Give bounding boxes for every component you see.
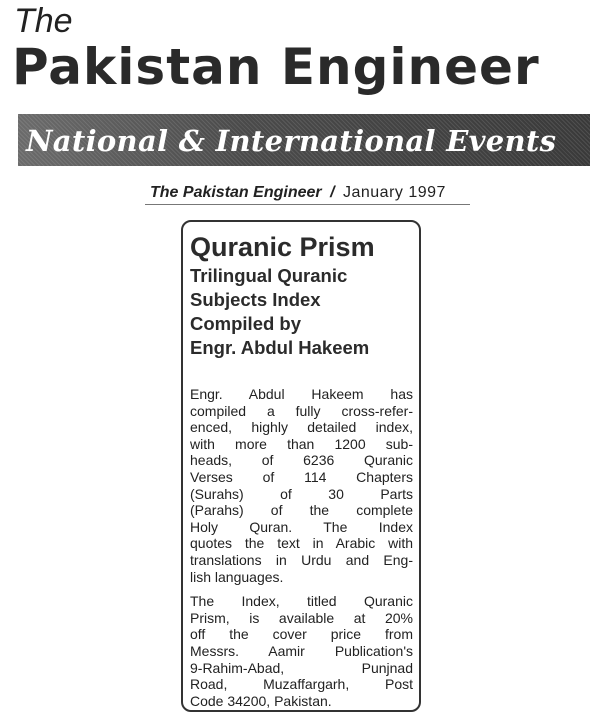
body-line: off the cover price from [190,626,413,643]
body-line: Code 34200, Pakistan. [190,692,332,709]
body-line: enced, highly detailed index, [190,419,413,436]
masthead-the: The [14,2,73,40]
body-line: heads, of 6236 Quranic [190,452,413,469]
article-title: Quranic Prism [190,232,375,262]
body-line: Holy Quran. The Index [190,518,413,535]
banner-text: National & International Events [26,124,557,158]
body-line: quotes the text in Arabic with [190,535,413,552]
body-line: Prism, is available at 20% [190,609,413,626]
article-box [181,220,421,712]
body-line: translations in Urdu and Eng- [190,551,413,568]
body-line: compiled a fully cross-refer- [190,402,413,419]
subtitle-line: Subjects Index [190,289,321,310]
dateline [150,184,446,202]
masthead-title: Pakistan Engineer [12,38,540,96]
section-banner [18,114,590,166]
body-line: Messrs. Aamir Publication's [190,642,413,659]
body-line: (Surahs) of 30 Parts [190,485,413,502]
body-line: The Index, titled Quranic [190,593,413,610]
paragraph-1 [190,386,413,585]
article-body [190,386,413,709]
subtitle-line: Engr. Abdul Hakeem [190,337,370,358]
body-line: Verses of 114 Chapters [190,468,413,485]
body-line: with more than 1200 sub- [190,435,413,452]
dateline-separator: / [330,184,335,201]
body-line: (Parahs) of the complete [190,502,413,519]
subtitle-line: Trilingual Quranic [190,265,348,286]
body-line: 9-Rahim-Abad, Punjnad [190,659,413,676]
dateline-publication: The Pakistan Engineer [150,184,322,201]
paragraph-2 [190,593,413,709]
dateline-date: January 1997 [342,184,446,201]
subtitle-line: Compiled by [190,313,302,334]
dateline-rule [145,204,470,205]
body-line: Road, Muzaffargarh, Post [190,676,413,693]
body-line: Engr. Abdul Hakeem has [190,386,413,402]
article-subtitle [190,264,413,360]
body-line: lish languages. [190,568,284,585]
